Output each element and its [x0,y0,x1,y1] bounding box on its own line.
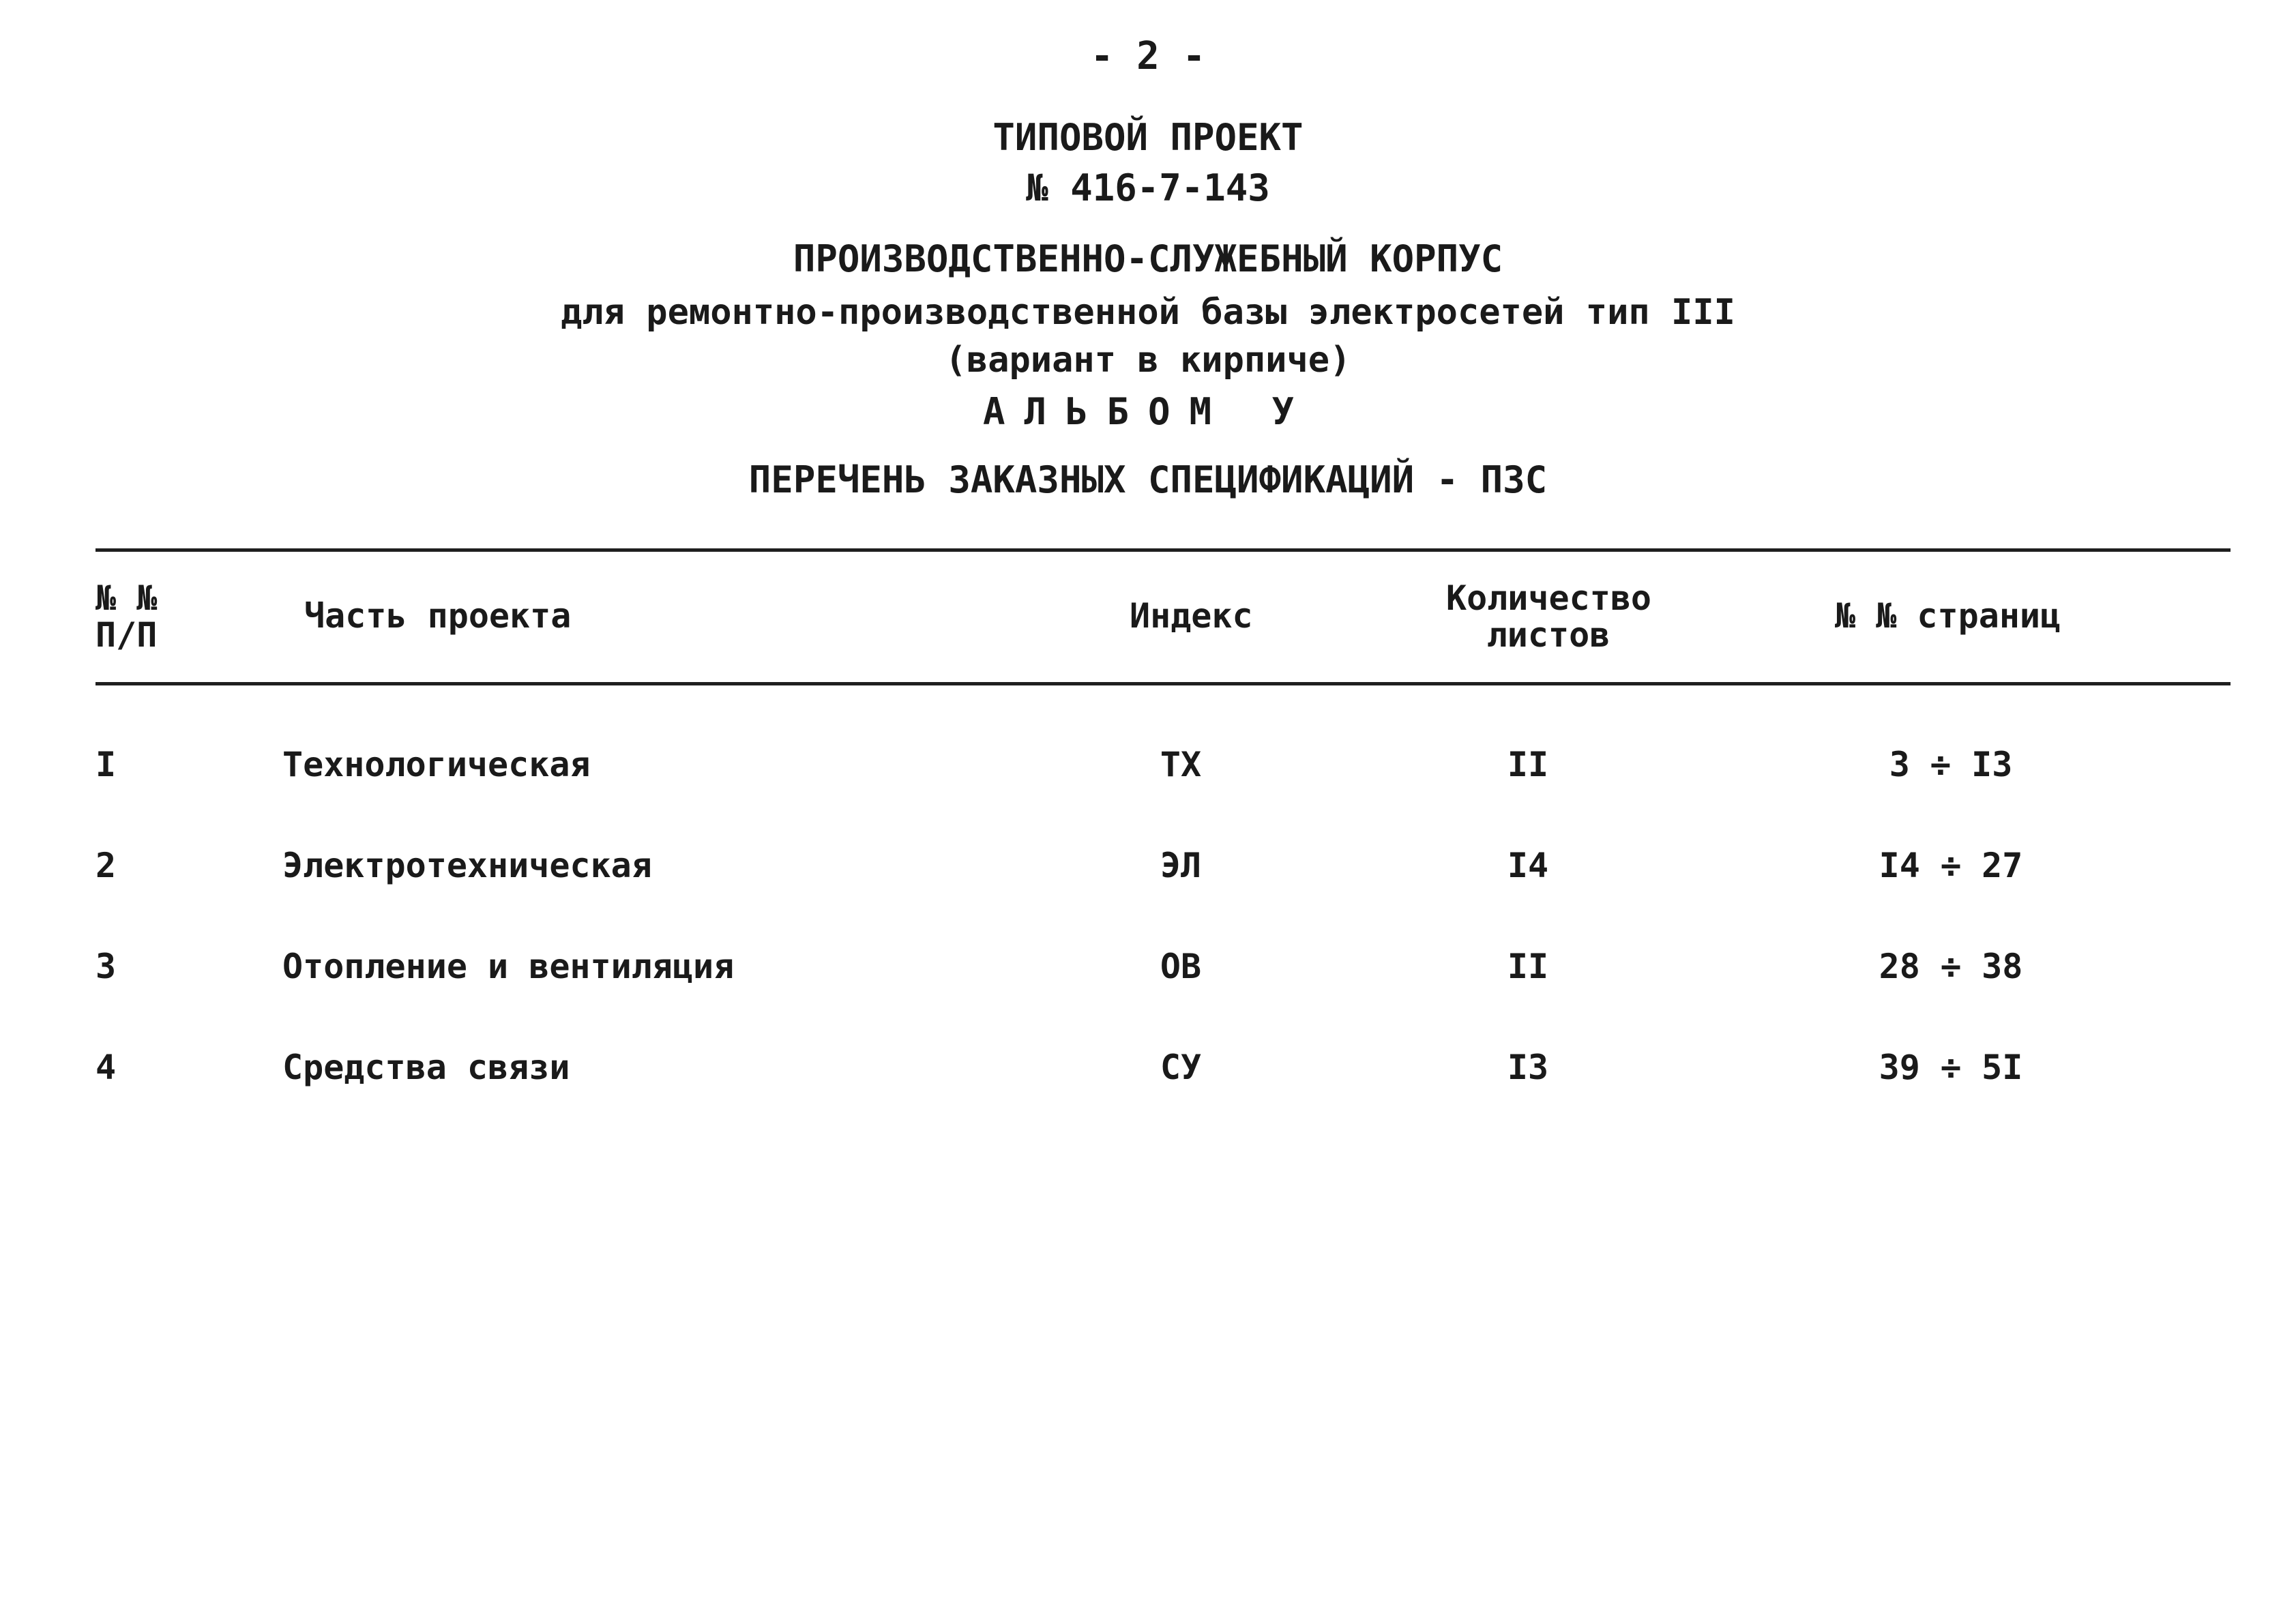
row-project-part: Средства связи [282,1048,570,1087]
row-number: 3 [95,947,117,986]
header-sheet-count [1446,580,1651,653]
table-row [0,746,2296,801]
album-label: АЛЬБОМ У [982,390,1314,433]
header-row-number-line1: № № [95,578,158,618]
row-sheet-count: I3 [1507,1048,1549,1087]
header-sheet-count-line1: Количество [1446,578,1652,618]
table-header-rule [95,682,2231,685]
row-sheet-count: I4 [1507,846,1549,885]
row-project-part: Электротехническая [282,846,652,885]
row-project-part: Отопление и вентиляция [282,947,735,986]
building-name: ПРОИЗВОДСТВЕННО-СЛУЖЕБНЫЙ КОРПУС [793,237,1503,280]
project-number: № 416-7-143 [1026,166,1270,209]
specification-list-title: ПЕРЕЧЕНЬ ЗАКАЗНЫХ СПЕЦИФИКАЦИЙ - ПЗС [748,458,1548,501]
header-project-part: Часть проекта [304,596,572,636]
building-purpose: для ремонтно-производственной базы электросетей тип III [561,292,1735,333]
row-sheet-count: II [1507,947,1549,986]
table-top-rule [95,548,2231,552]
row-sheet-count: II [1507,745,1549,784]
header-row-number [95,580,157,653]
row-index: СУ [1160,1048,1202,1087]
table-row [0,948,2296,1003]
row-index: ОВ [1160,947,1202,986]
row-page-range: I4 ÷ 27 [1879,846,2023,885]
table-row [0,847,2296,902]
row-page-range: 28 ÷ 38 [1879,947,2023,986]
table-row [0,1049,2296,1104]
header-sheet-count-line2: листов [1486,615,1610,655]
row-number: 2 [95,846,117,885]
page-number: - 2 - [1090,34,1206,78]
row-project-part: Технологическая [282,745,591,784]
header-page-numbers: № № страниц [1835,596,2061,636]
row-number: 4 [95,1048,117,1087]
building-variant: (вариант в кирпиче) [945,340,1351,381]
row-number: I [95,745,117,784]
row-index: ТХ [1160,745,1202,784]
header-row-number-line2: П/П [95,615,158,655]
row-page-range: 3 ÷ I3 [1889,745,2013,784]
header-index: Индекс [1130,596,1253,636]
row-page-range: 39 ÷ 5I [1879,1048,2023,1087]
row-index: ЭЛ [1160,846,1202,885]
project-type-heading: ТИПОВОЙ ПРОЕКТ [992,116,1304,159]
